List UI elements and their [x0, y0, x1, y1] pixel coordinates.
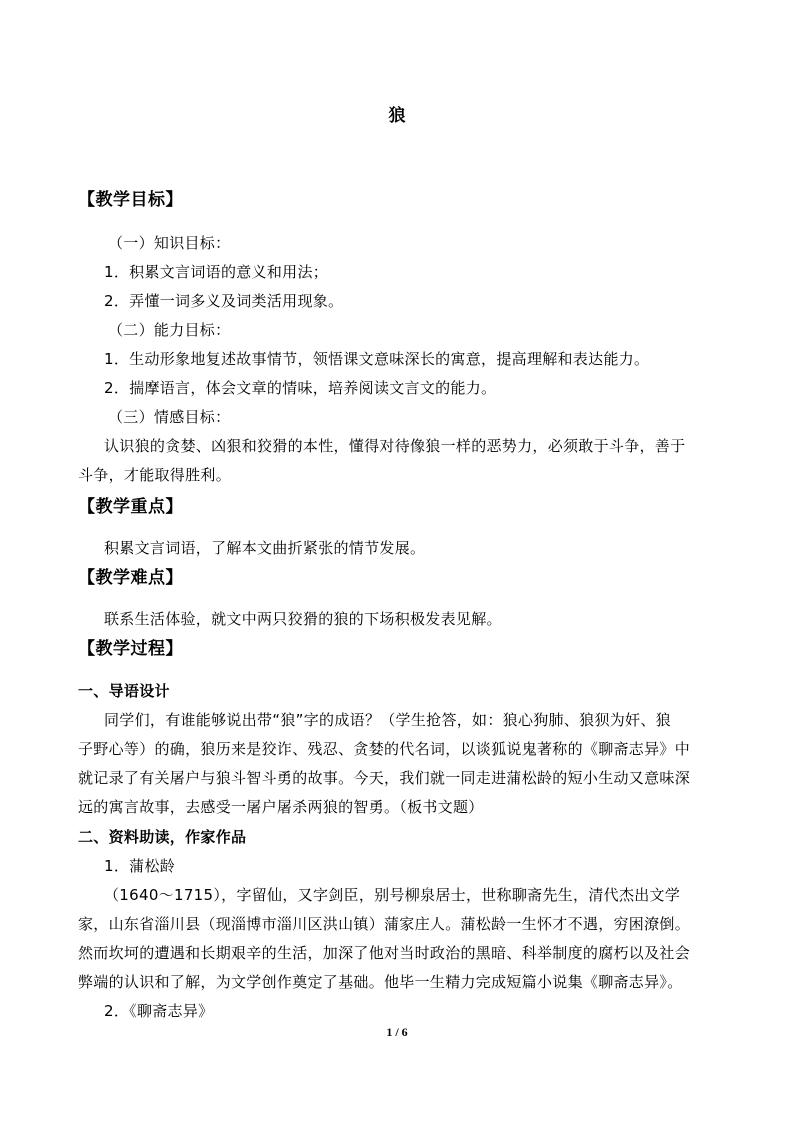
intro-design-heading: 一、导语设计 — [78, 682, 170, 700]
materials-heading: 二、资料助读，作家作品 — [78, 828, 247, 846]
emotion-objectives-label: （三）情感目标： — [108, 408, 231, 426]
emotion-objective-line-2: 斗争，才能取得胜利。 — [78, 466, 232, 484]
intro-line-2: 子野心等）的确，狼历来是狡诈、残忍、贪婪的代名词，以谈狐说鬼著称的《聊斋志异》中 — [78, 740, 691, 758]
difficulties-text: 联系生活体验，就文中两只狡猾的狼的下场积极发表见解。 — [104, 610, 502, 628]
knowledge-objectives-label: （一）知识目标： — [108, 234, 231, 252]
difficulties-heading: 【教学难点】 — [78, 568, 183, 588]
emotion-objective-line-1: 认识狼的贪婪、凶狠和狡猾的本性，懂得对待像狼一样的恶势力，必须敢于斗争，善于 — [104, 437, 686, 455]
key-points-text: 积累文言词语，了解本文曲折紧张的情节发展。 — [104, 539, 426, 557]
knowledge-objective-2: 2．弄懂一词多义及词类活用现象。 — [104, 292, 344, 310]
author-bio-line-3: 然而坎坷的遭遇和长期艰辛的生活，加深了他对当时政治的黑暗、科举制度的腐朽以及社会 — [78, 944, 691, 962]
page-title: 狼 — [388, 106, 406, 126]
author-bio-line-2: 家，山东省淄川县（现淄博市淄川区洪山镇）蒲家庄人。蒲松龄一生怀才不遇，穷困潦倒。 — [78, 915, 691, 933]
intro-line-1: 同学们，有谁能够说出带“狼”字的成语？（学生抢答，如：狼心狗肺、狼狈为奸、狼 — [104, 711, 671, 729]
objectives-heading: 【教学目标】 — [78, 190, 183, 210]
author-bio-line-4: 弊端的认识和了解，为文学创作奠定了基础。他毕一生精力完成短篇小说集《聊斋志异》。 — [78, 973, 683, 991]
intro-line-4: 远的寓言故事，去感受一屠户屠杀两狼的智勇。（板书文题） — [78, 798, 484, 816]
page-number: 1 / 6 — [386, 1025, 408, 1039]
process-heading: 【教学过程】 — [78, 639, 183, 659]
ability-objective-2: 2．揣摩语言，体会文章的情味，培养阅读文言文的能力。 — [104, 379, 497, 397]
key-points-heading: 【教学重点】 — [78, 497, 183, 517]
intro-line-3: 就记录了有关屠户与狼斗智斗勇的故事。今天，我们就一同走进蒲松龄的短小生动又意味深 — [78, 769, 691, 787]
ability-objective-1: 1．生动形象地复述故事情节，领悟课文意味深长的寓意，提高理解和表达能力。 — [104, 350, 650, 368]
author-label: 1．蒲松龄 — [104, 857, 176, 875]
work-label: 2．《聊斋志异》 — [104, 1002, 214, 1020]
author-bio-line-1: （1640～1715），字留仙，又字剑臣，别号柳泉居士，世称聊斋先生，清代杰出文学 — [104, 886, 681, 904]
ability-objectives-label: （二）能力目标： — [108, 321, 231, 339]
knowledge-objective-1: 1．积累文言词语的意义和用法； — [104, 263, 329, 281]
